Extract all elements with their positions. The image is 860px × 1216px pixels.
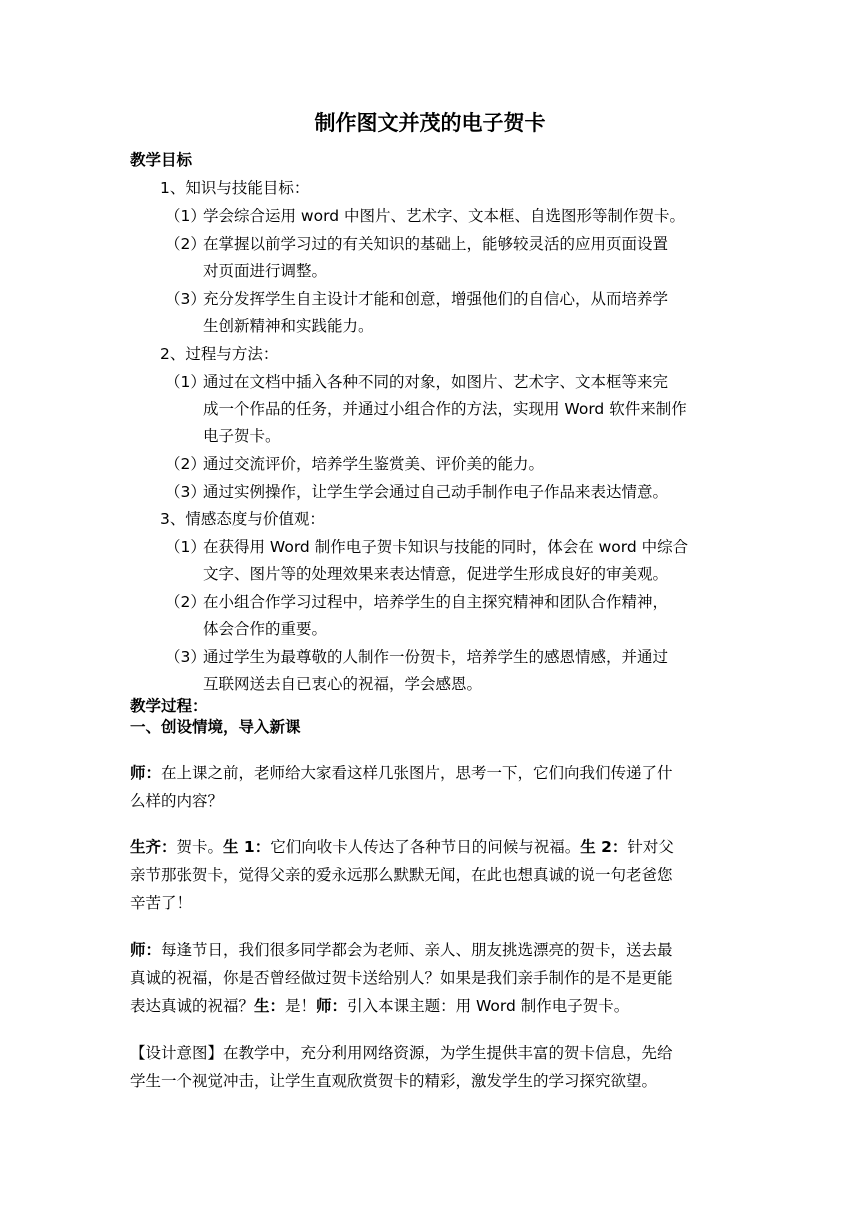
- objective-2-1-line: 成一个作品的任务，并通过小组合作的方法，实现用 Word 软件来制作: [203, 400, 687, 418]
- objective-3-heading: 3、情感态度与价值观：: [160, 510, 325, 528]
- paragraph-text: 每逢节日，我们很多同学都会为老师、亲人、朋友挑选漂亮的贺卡，送去最: [161, 941, 673, 959]
- paragraph-3-line-2: 真诚的祝福，你是否曾经做过贺卡送给别人？如果是我们亲手制作的是不是更能: [130, 969, 673, 987]
- paragraph-text: 是！: [285, 997, 317, 1015]
- paragraph-3-line-1: [130, 939, 673, 961]
- objective-1-2-line: 在掌握以前学习过的有关知识的基础上，能够较灵活的应用页面设置: [203, 235, 669, 253]
- objective-2-1-number: （1）: [165, 373, 206, 391]
- objective-2-1-line: 通过在文档中插入各种不同的对象，如图片、艺术字、文本框等来完: [203, 373, 669, 391]
- paragraph-4-line-1: [130, 1042, 673, 1064]
- speaker-teacher: 师：: [130, 764, 162, 782]
- paragraph-text: 针对父: [627, 838, 674, 856]
- objective-1-heading: 1、知识与技能目标：: [160, 179, 310, 197]
- paragraph-2-line-3: 辛苦了！: [130, 894, 193, 912]
- paragraph-1-line-2: 么样的内容？: [130, 792, 224, 810]
- objective-3-1-line: 文字、图片等的处理效果来表达情意，促进学生形成良好的审美观。: [203, 565, 669, 583]
- paragraph-4-line-2: 学生一个视觉冲击，让学生直观欣赏贺卡的精彩，激发学生的学习探究欲望。: [130, 1072, 658, 1090]
- objective-1-1-number: （1）: [165, 207, 206, 225]
- objective-3-3-line: 通过学生为最尊敬的人制作一份贺卡，培养学生的感恩情感，并通过: [203, 648, 669, 666]
- paragraph-2-line-2: 亲节那张贺卡，觉得父亲的爱永远那么默默无闻，在此也想真诚的说一句老爸您: [130, 866, 673, 884]
- paragraph-text: 贺卡。: [176, 838, 224, 856]
- process-heading: 教学过程：: [130, 697, 208, 715]
- objective-1-2-number: （2）: [165, 235, 206, 253]
- paragraph-text: 表达真诚的祝福？: [130, 997, 255, 1015]
- document-title: 制作图文并茂的电子贺卡: [314, 111, 546, 135]
- objective-1-3-number: （3）: [165, 290, 206, 308]
- speaker-students: 生齐：: [130, 838, 177, 856]
- objective-2-3-number: （3）: [165, 483, 206, 501]
- objective-3-2-number: （2）: [165, 593, 206, 611]
- paragraph-text: 在上课之前，老师给大家看这样几张图片，思考一下，它们向我们传递了什: [161, 764, 673, 782]
- objectives-heading: 教学目标: [130, 151, 193, 169]
- speaker-student-1: 生 1：: [223, 838, 271, 856]
- objective-3-3-number: （3）: [165, 648, 206, 666]
- paragraph-text: 在教学中，充分利用网络资源，为学生提供丰富的贺卡信息，先给: [223, 1044, 673, 1062]
- design-intent-label: 【设计意图】: [130, 1044, 224, 1062]
- speaker-student: 生：: [254, 997, 286, 1015]
- objective-3-1-line: 在获得用 Word 制作电子贺卡知识与技能的同时，体会在 word 中综合: [203, 538, 689, 556]
- objective-1-2-line: 对页面进行调整。: [203, 262, 328, 280]
- paragraph-text: 它们向收卡人传达了各种节日的问候与祝福。: [270, 838, 581, 856]
- section-heading: 一、创设情境，导入新课: [130, 718, 301, 736]
- objective-2-3-line: 通过实例操作，让学生学会通过自己动手制作电子作品来表达情意。: [203, 483, 669, 501]
- paragraph-1-line-1: [130, 762, 673, 784]
- objective-1-3-line: 充分发挥学生自主设计才能和创意，增强他们的自信心，从而培养学: [203, 290, 669, 308]
- speaker-teacher: 师：: [130, 941, 162, 959]
- paragraph-2-line-1: [130, 836, 674, 858]
- objective-2-heading: 2、过程与方法：: [160, 345, 279, 363]
- objective-1-3-line: 生创新精神和实践能力。: [203, 317, 374, 335]
- paragraph-text: 引入本课主题：用 Word 制作电子贺卡。: [347, 997, 630, 1015]
- objective-3-2-line: 体会合作的重要。: [203, 620, 328, 638]
- objective-3-1-number: （1）: [165, 538, 206, 556]
- objective-2-1-line: 电子贺卡。: [203, 427, 281, 445]
- paragraph-3-line-3: [130, 995, 629, 1017]
- objective-1-1-line: 学会综合运用 word 中图片、艺术字、文本框、自选图形等制作贺卡。: [203, 207, 685, 225]
- objective-2-2-line: 通过交流评价，培养学生鉴赏美、评价美的能力。: [203, 455, 545, 473]
- objective-2-2-number: （2）: [165, 455, 206, 473]
- speaker-teacher: 师：: [316, 997, 348, 1015]
- objective-3-3-line: 互联网送去自已衷心的祝福，学会感恩。: [203, 675, 483, 693]
- speaker-student-2: 生 2：: [580, 838, 628, 856]
- objective-3-2-line: 在小组合作学习过程中，培养学生的自主探究精神和团队合作精神，: [203, 593, 669, 611]
